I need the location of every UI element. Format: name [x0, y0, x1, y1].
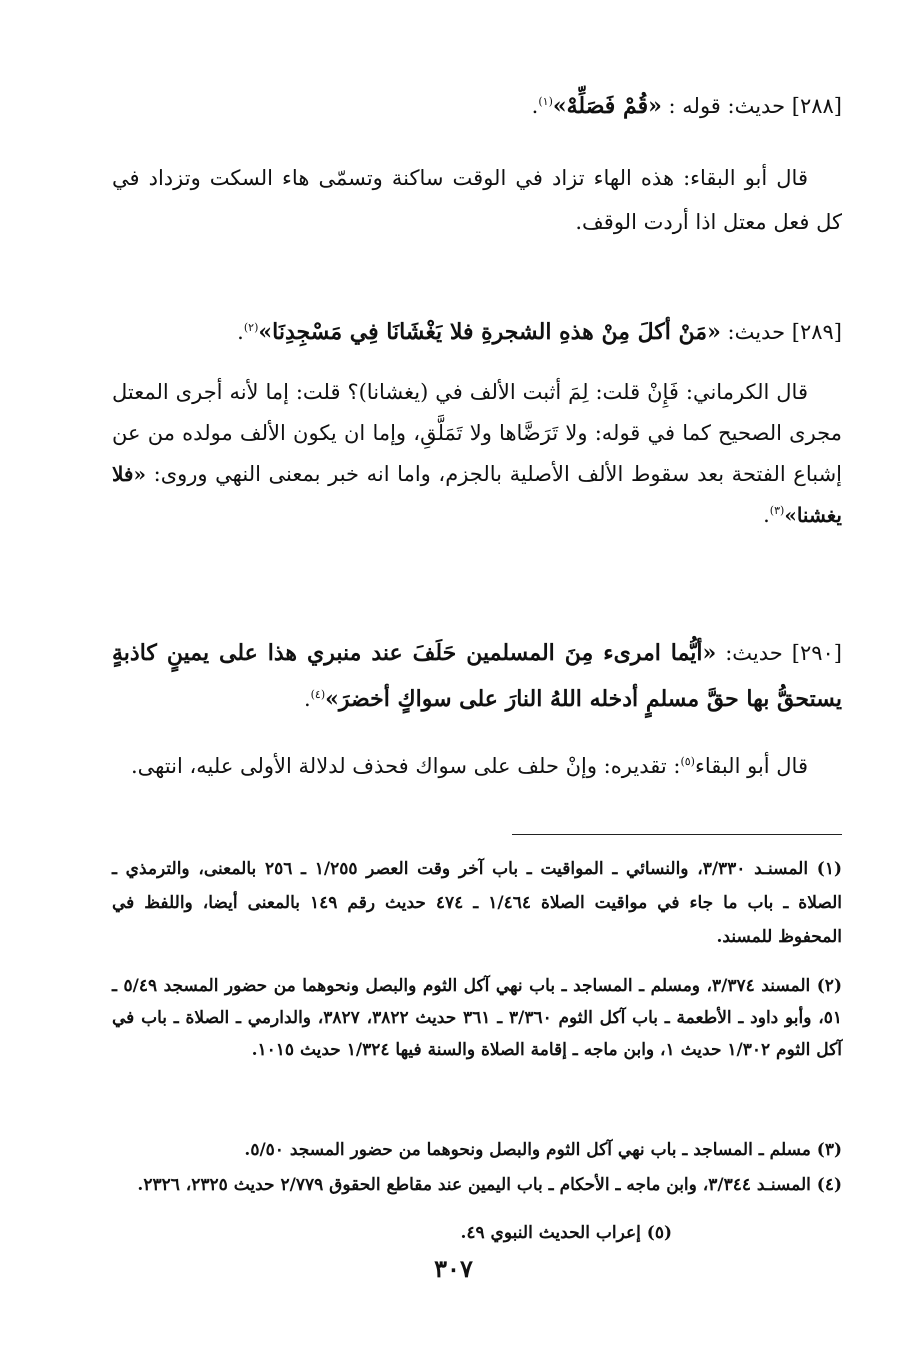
- footnote-ref: (١): [538, 95, 553, 108]
- hadith-heading-290: [112, 630, 842, 722]
- commentary-text: : تقديره: وإنْ حلف على سواك فحذف لدلالة الأولى عليه، انتهى.: [130, 754, 681, 778]
- hadith-label: حديث:: [725, 641, 783, 665]
- hadith-quote: «أيُّما امرىء مِنَ المسلمين حَلَفَ عند منبري هذا على يمينٍ كاذبةٍ يستحقُّ بها حقَّ مسلمٍ أدخله اللهُ النارَ على سواكٍ أخضرَ»: [112, 640, 842, 712]
- hadith-quote: «مَنْ أكلَ مِنْ هذهِ الشجرةِ فلا يَغْشَانَا فِي مَسْجِدِنَا»: [258, 319, 721, 345]
- hadith-number: [٢٨٩]: [791, 320, 842, 344]
- hadith-quote: «قُمْ فَصَلِّهْ»: [552, 93, 662, 119]
- commentary-288: قال أبو البقاء: هذه الهاء تزاد في الوقت ساكنة وتسمّى هاء السكت وتزداد في كل فعل معتل اذا أردت الوقف.: [112, 166, 842, 234]
- commentary-289: [112, 372, 842, 536]
- punctuation: .: [531, 94, 539, 118]
- hadith-label: حديث:: [727, 320, 786, 344]
- hadith-label: حديث: قوله :: [668, 94, 786, 118]
- page-number: ٣٠٧: [434, 1254, 473, 1283]
- hadith-number: [٢٩٠]: [791, 641, 842, 665]
- footnote-1: (١) المسنـد ٣/٣٣٠، والنسائي ـ المواقيت ـ باب آخر وقت العصر ١/٢٥٥ ـ ٢٥٦ بالمعنى، والترمذي ـ الصلاة ـ باب ما جاء في مواقيت الصلاة ١/٤٦٤ ـ ٤٧٤ حديث رقم ١٤٩ بالمعنى أيضا، واللفظ في المحفوظ للمسند.: [112, 859, 843, 947]
- footnote-4: (٤) المسنـد ٣/٣٤٤، وابن ماجه ـ الأحكام ـ باب اليمين عند مقاطع الحقوق ٢/٧٧٩ حديث ٢٣٢٥، ٢٣٢٦.: [137, 1175, 842, 1195]
- punctuation: .: [303, 687, 311, 711]
- hadith-heading-289: [112, 314, 842, 350]
- footnote-ref: (٣): [769, 504, 785, 517]
- variant-quote: «فلا يغشنا»: [112, 462, 842, 527]
- hadith-number: [٢٨٨]: [791, 94, 842, 118]
- footnote-5: (٥) إعراب الحديث النبوي ٤٩.: [460, 1223, 672, 1243]
- commentary-290: [112, 744, 842, 788]
- punctuation: .: [237, 320, 244, 344]
- commentary-text: قال الكرماني: فَإِنْ قلت: لِمَ أثبت الألف في (يغشانا)؟ قلت: إما لأنه أجرى المعتل مجرى الصحيح كما في قوله: ولا تَرَضَّاها ولا تَمَلَّقِ، وإما ان يكون الألف مولده من عن إشباع الفتحة بعد سقوط الألف الأصلية بالجزم، واما انه خبر بمعنى النهي وروى:: [112, 380, 842, 486]
- footnote-2: (٢) المسند ٣/٣٧٤، ومسلم ـ المساجد ـ باب نهي آكل الثوم والبصل ونحوهما من حضور المسجد ٥/٤٩ ـ ٥١، وأبو داود ـ الأطعمة ـ باب آكل الثوم ٣/٣٦٠ ـ ٣٦١ حديث ٣٨٢٢، ٣٨٢٧، والدارمي ـ الصلاة ـ باب في آكل الثوم ١/٣٠٢ حديث ١، وابن ماجه ـ إقامة الصلاة والسنة فيها ١/٣٢٤ حديث ١٠١٥.: [112, 976, 842, 1060]
- book-page: [112, 0, 842, 1367]
- hadith-heading-288: [112, 88, 842, 124]
- punctuation: .: [763, 503, 770, 527]
- footnote-3: (٣) مسلم ـ المساجد ـ باب نهي آكل الثوم والبصل ونحوهما من حضور المسجد ٥/٥٠.: [244, 1140, 842, 1160]
- commentary-text: قال أبو البقاء: [694, 754, 808, 778]
- footnote-ref: (٤): [310, 688, 326, 701]
- footnote-ref: (٢): [243, 321, 259, 334]
- footnote-ref: (٥): [680, 755, 695, 768]
- footnote-divider: [512, 834, 842, 835]
